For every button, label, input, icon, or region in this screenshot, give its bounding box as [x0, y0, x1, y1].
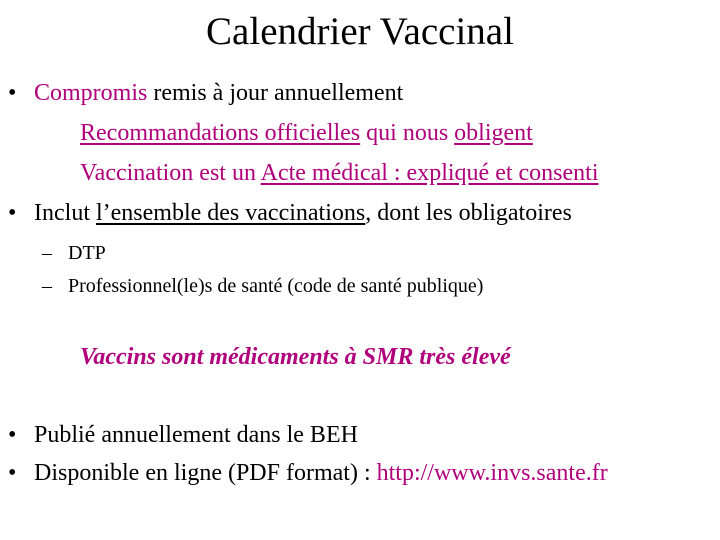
acte-medical-text: Acte médical : expliqué et consenti: [260, 160, 599, 186]
qui-nous-text: qui nous: [360, 120, 455, 146]
bullet-2-marker: •: [8, 200, 17, 226]
bullet-1-line-3: [80, 158, 599, 188]
callout-text: Vaccins sont médicaments à SMR très élevé: [80, 344, 511, 370]
obligatoires-text: , dont les obligatoires: [365, 200, 572, 226]
recommandations-text: Recommandations officielles: [80, 120, 361, 146]
disponible-text: Disponible en ligne (PDF format) :: [34, 460, 377, 486]
bullet-1-text: [34, 78, 403, 108]
ensemble-text: l’ensemble des vaccinations: [95, 200, 366, 226]
bullet-1-highlight: Compromis: [34, 80, 148, 106]
bullet-1-marker: •: [8, 80, 17, 106]
inclut-text: Inclut: [34, 200, 96, 226]
vaccination-text: Vaccination est un: [80, 160, 261, 186]
bullet-1-line-2: [80, 118, 533, 148]
bullet-3-marker: •: [8, 422, 17, 448]
sub-item-professionnels: Professionnel(le)s de santé (code de santé publique): [68, 275, 484, 297]
sub-item-1-dash: –: [42, 242, 52, 264]
invs-link[interactable]: http://www.invs.sante.fr: [376, 460, 608, 486]
sub-item-2-dash: –: [42, 275, 52, 297]
bullet-3-text: Publié annuellement dans le BEH: [34, 422, 358, 448]
obligent-text: obligent: [454, 120, 533, 146]
sub-item-dtp: DTP: [68, 242, 106, 264]
bullet-1-rest: remis à jour annuellement: [147, 80, 404, 106]
bullet-4-text: [34, 458, 608, 488]
slide-title: Calendrier Vaccinal: [206, 10, 514, 53]
bullet-4-marker: •: [8, 460, 17, 486]
bullet-2-text: [34, 198, 572, 228]
